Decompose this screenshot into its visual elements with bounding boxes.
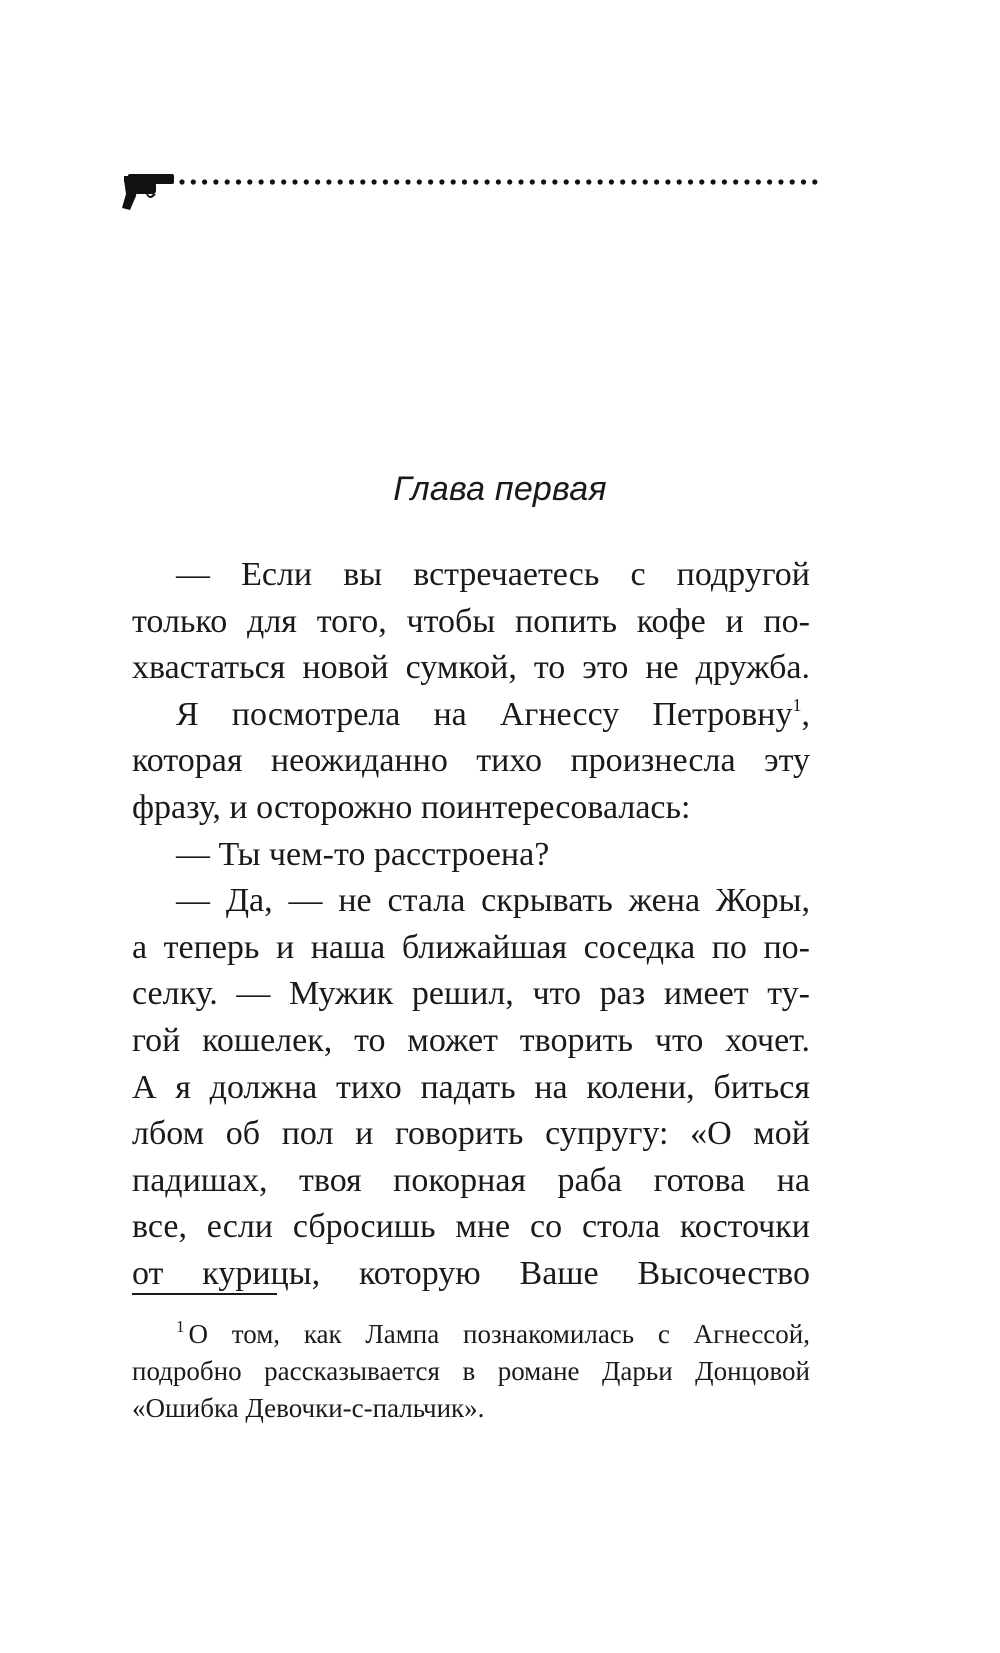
body-line-text: Я посмотрела на Агнессу Петровну: [176, 695, 793, 733]
ornament-graphic: [120, 170, 830, 230]
dotted-rule: [179, 179, 817, 184]
ornament-dot: [654, 179, 659, 184]
ornament-dot: [812, 179, 817, 184]
ornament-dot: [383, 179, 388, 184]
body-line: селку. — Мужик решил, что раз имеет ту-: [132, 975, 810, 1013]
body-line: лбом об пол и говорить супругу: «О мой: [132, 1115, 810, 1153]
ornament-dot: [518, 179, 523, 184]
ornament-dot: [586, 179, 591, 184]
ornament-dot: [338, 179, 343, 184]
ornament-dot: [292, 179, 297, 184]
ornament-dot: [733, 179, 738, 184]
body-line: падишах, твоя покорная раба готова на: [132, 1161, 810, 1199]
footnote-ref: 1: [792, 694, 802, 715]
ornament-dot: [778, 179, 783, 184]
ornament-dot: [394, 179, 399, 184]
ornament-dot: [428, 179, 433, 184]
ornament-dot: [270, 179, 275, 184]
ornament-dot: [677, 179, 682, 184]
footnote-line: «Ошибка Девочки-с-пальчик».: [132, 1393, 485, 1423]
body-line: хвастаться новой сумкой, то это не дружба.: [132, 649, 810, 687]
body-line: фразу, и осторожно поинтересовалась:: [132, 788, 691, 826]
footnote-divider: [132, 1293, 277, 1295]
ornament-dot: [236, 179, 241, 184]
footnote-line: подробно рассказывается в романе Дарьи Донцовой: [132, 1356, 810, 1386]
ornament-dot: [202, 179, 207, 184]
footnote-line: [132, 1316, 810, 1353]
ornament-dot: [744, 179, 749, 184]
footnote-marker: 1: [176, 1317, 185, 1336]
revolver-icon: [122, 174, 174, 210]
ornament-dot: [552, 179, 557, 184]
ornament-dot: [462, 179, 467, 184]
body-line: А я должна тихо падать на колени, биться: [132, 1068, 810, 1106]
ornament-dot: [631, 179, 636, 184]
ornament-dot: [372, 179, 377, 184]
ornament-dot: [496, 179, 501, 184]
ornament-dot: [756, 179, 761, 184]
ornament-dot: [417, 179, 422, 184]
body-line: гой кошелек, то может творить что хочет.: [132, 1021, 810, 1059]
ornament-dot: [609, 179, 614, 184]
ornament-dot: [485, 179, 490, 184]
ornament-dot: [326, 179, 331, 184]
ornament-dot: [801, 179, 806, 184]
ornament-dot: [439, 179, 444, 184]
ornament-dot: [259, 179, 264, 184]
body-line: а теперь и наша ближайшая соседка по по-: [132, 928, 810, 966]
ornament-dot: [722, 179, 727, 184]
chapter-title: Глава первая: [393, 470, 607, 508]
ornament-dot: [530, 179, 535, 184]
ornament-dot: [643, 179, 648, 184]
chapter-ornament: [120, 170, 830, 230]
ornament-dot: [699, 179, 704, 184]
ornament-dot: [790, 179, 795, 184]
ornament-dot: [225, 179, 230, 184]
ornament-dot: [688, 179, 693, 184]
body-line: — Если вы встречаетесь с подругой: [176, 556, 810, 593]
ornament-dot: [315, 179, 320, 184]
body-line: которая неожиданно тихо произнесла эту: [132, 742, 810, 780]
body-line: от курицы, которую Ваше Высочество: [132, 1254, 810, 1292]
ornament-dot: [349, 179, 354, 184]
ornament-dot: [179, 179, 184, 184]
footnote: [132, 1316, 810, 1427]
ornament-dot: [575, 179, 580, 184]
body-line-with-footnote: [132, 692, 810, 739]
ornament-dot: [564, 179, 569, 184]
ornament-dot: [191, 179, 196, 184]
body-line: — Да, — не стала скрывать жена Жоры,: [176, 882, 810, 920]
ornament-dot: [451, 179, 456, 184]
ornament-dot: [405, 179, 410, 184]
ornament-dot: [767, 179, 772, 184]
ornament-dot: [620, 179, 625, 184]
ornament-dot: [598, 179, 603, 184]
body-line: все, если сбросишь мне со стола косточки: [132, 1208, 810, 1246]
ornament-dot: [665, 179, 670, 184]
body-text: [132, 552, 810, 1298]
ornament-dot: [247, 179, 252, 184]
ornament-dot: [360, 179, 365, 184]
ornament-dot: [541, 179, 546, 184]
ornament-dot: [711, 179, 716, 184]
ornament-dot: [507, 179, 512, 184]
ornament-dot: [304, 179, 309, 184]
body-line: — Ты чем-то расстроена?: [176, 835, 550, 873]
footnote-ref-comma: ,: [801, 695, 810, 733]
ornament-dot: [281, 179, 286, 184]
body-line: только для того, чтобы попить кофе и по-: [132, 602, 810, 640]
ornament-dot: [473, 179, 478, 184]
footnote-line-text: О том, как Лампа познакомилась с Агнессой,: [188, 1319, 810, 1349]
ornament-dot: [213, 179, 218, 184]
